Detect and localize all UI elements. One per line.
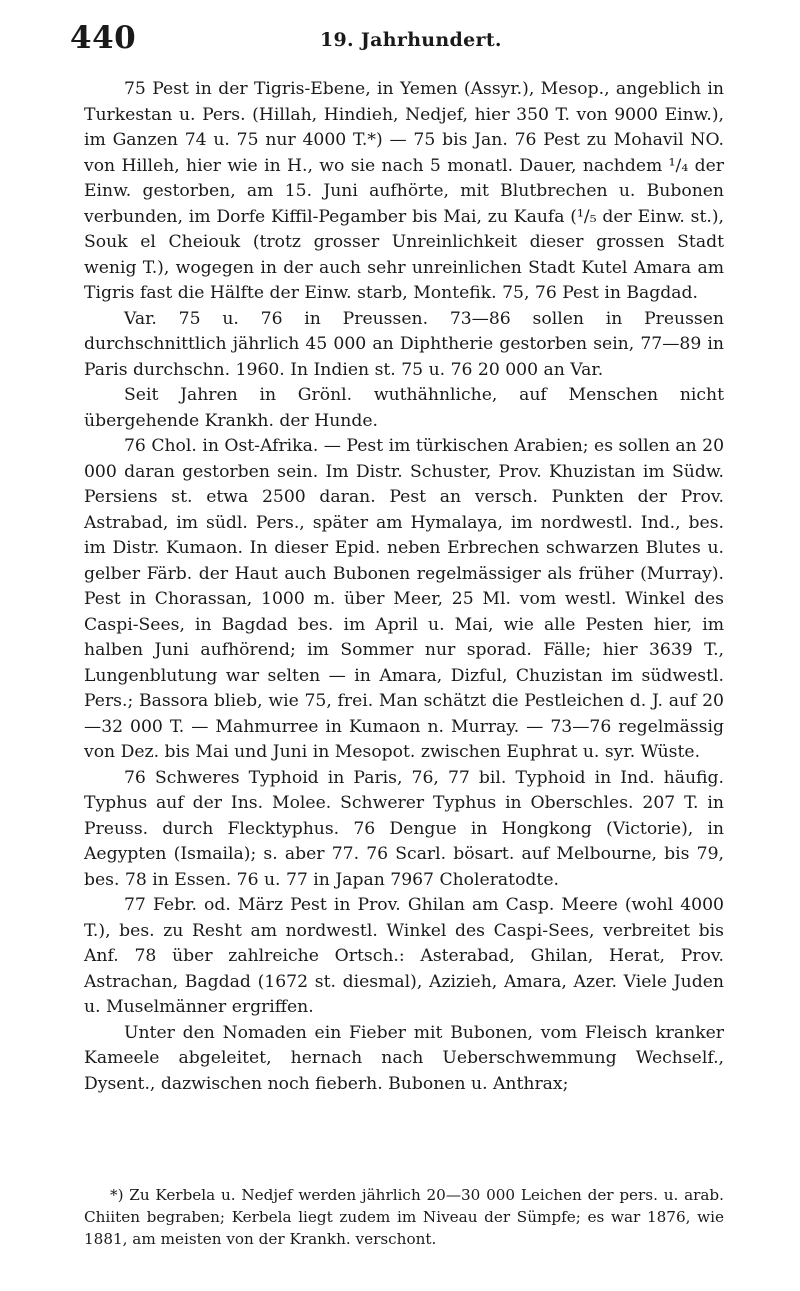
paragraph: 76 Chol. in Ost-Afrika. — Pest im türkischen Arabien; es sollen an 20 000 daran gestorben sein. Im Distr. Schuster, Prov. Khuzistan im Südw. Persiens st. etwa 2500 daran. Pest an versch. Punkten der Prov. Astrabad, im südl. Pers., später am Hymalaya, im nordwestl. Ind., bes. im Distr. Kumaon. In dieser Epid. neben Erbrechen schwarzen Blutes u. gelber Färb. der Haut auch Bubonen regelmässiger als früher (Murray). Pest in Chorassan, 1000 m. über Meer, 25 Ml. vom westl. Winkel des Caspi-Sees, in Bagdad bes. im April u. Mai, wie alle Pesten hier, im halben Juni aufhörend; im Sommer nur sporad. Fälle; hier 3639 T., Lungenblutung war selten — in Amara, Dizful, Chuzistan im südwestl. Pers.; Bassora blieb, wie 75, frei. Man schätzt die Pestleichen d. J. auf 20—32 000 T. — Mahmurree in Kumaon n. Murray. — 73—76 regelmässig von Dez. bis Mai und Juni in Mesopot. zwischen Euphrat u. syr. Wüste. <box>84 436 724 762</box>
footnote: *) Zu Kerbela u. Nedjef werden jährlich 20—30 000 Leichen der pers. u. arab. Chiiten begraben; Kerbela liegt zudem im Niveau der Sümpfe; es war 1876, wie 1881, am meisten von der Krankh. verschont. <box>84 1186 724 1248</box>
paragraph: 75 Pest in der Tigris-Ebene, in Yemen (Assyr.), Mesop., angeblich in Turkestan u. Pers. (Hillah, Hindieh, Nedjef, hier 350 T. von 9000 Einw.), im Ganzen 74 u. 75 nur 4000 T.*) — 75 bis Jan. 76 Pest zu Mohavil NO. von Hilleh, hier wie in H., wo sie nach 5 monatl. Dauer, nachdem ¹/₄ der Einw. gestorben, am 15. Juni aufhörte, mit Blutbrechen u. Bubonen verbunden, im Dorfe Kiffil-Pegamber bis Mai, zu Kaufa (¹/₅ der Einw. st.), Souk el Cheiouk (trotz grosser Unreinlichkeit dieser grossen Stadt wenig T.), wogegen in der auch sehr unreinlichen Stadt Kutel Amara am Tigris fast die Hälfte der Einw. starb, Montefik. 75, 76 Pest in Bagdad. <box>84 79 724 303</box>
page-header <box>70 20 730 60</box>
main-text <box>84 77 724 1097</box>
paragraph: 76 Schweres Typhoid in Paris, 76, 77 bil. Typhoid in Ind. häufig. Typhus auf der Ins. Molee. Schwerer Typhus in Oberschles. 207 T. in Preuss. durch Flecktyphus. 76 Dengue in Hongkong (Victorie), in Aegypten (Ismaila); s. aber 77. 76 Scarl. bösart. auf Melbourne, bis 79, bes. 78 in Essen. 76 u. 77 in Japan 7967 Choleratodte. <box>84 767 724 890</box>
paragraph: 77 Febr. od. März Pest in Prov. Ghilan am Casp. Meere (wohl 4000 T.), bes. zu Resht am nordwestl. Winkel des Caspi-Sees, verbreitet bis Anf. 78 über zahlreiche Ortsch.: Asterabad, Ghilan, Herat, Prov. Astrachan, Bagdad (1672 st. diesmal), Azizieh, Amara, Azer. Viele Juden u. Muselmänner ergriffen. <box>84 895 724 1017</box>
paragraph: Unter den Nomaden ein Fieber mit Bubonen, vom Fleisch kranker Kameele abgeleitet, hernach nach Ueberschwemmung Wechself., Dysent., dazwischen noch fieberh. Bubonen u. Anthrax; <box>84 1022 724 1094</box>
page-number: 440 <box>70 20 137 56</box>
running-head: 19. Jahrhundert. <box>320 29 502 51</box>
paragraph: Seit Jahren in Grönl. wuthähnliche, auf Menschen nicht übergehende Krankh. der Hunde. <box>84 385 724 431</box>
paragraph: Var. 75 u. 76 in Preussen. 73—86 sollen in Preussen durchschnittlich jährlich 45 000 an Diphtherie gestorben sein, 77—89 in Paris durchschn. 1960. In Indien st. 75 u. 76 20 000 an Var. <box>84 308 724 380</box>
